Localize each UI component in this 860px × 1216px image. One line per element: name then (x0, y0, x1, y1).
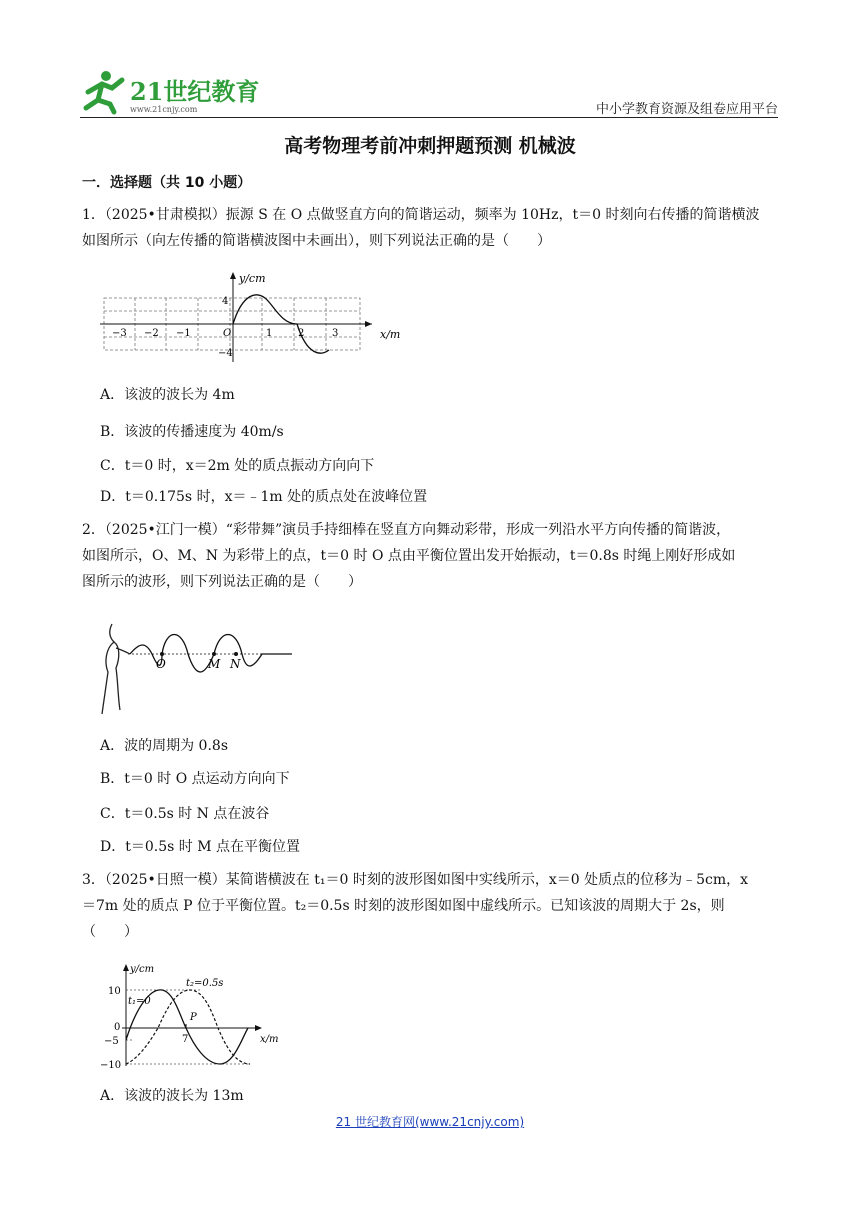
option-2b: B．t＝0 时 O 点运动方向向下 (100, 771, 290, 787)
x-tick: 1 (266, 328, 273, 339)
y-tick: −5 (104, 1036, 119, 1047)
option-3a: A．该波的波长为 13m (100, 1088, 244, 1104)
logo-text: 21世纪教育 (130, 77, 260, 106)
x-tick: −1 (176, 328, 191, 339)
x-tick: 7 (182, 1034, 189, 1045)
question-1-figure (100, 268, 410, 366)
option-1b: B．该波的传播速度为 40m/s (100, 424, 284, 440)
axis-ylabel: y/cm (239, 272, 266, 285)
question-1-stem: 1．（2025•甘肃模拟）振源 S 在 O 点做竖直方向的简谐运动，频率为 10Hz，t＝0 时刻向右传播的简谐横波 如图所示（向左传播的简谐横波图中未画出），则下列说法正确的是（ ） (82, 207, 760, 249)
y-tick: 10 (108, 986, 121, 997)
label-p: P (190, 1012, 197, 1023)
point-label-o: O (156, 657, 166, 671)
footer-link[interactable]: 21 世纪教育网(www.21cnjy.com) (335, 1115, 525, 1129)
option-1d: D．t＝0.175s 时，x＝﹣1m 处的质点处在波峰位置 (100, 489, 428, 505)
x-tick: 2 (298, 328, 305, 339)
option-2d: D．t＝0.5s 时 M 点在平衡位置 (100, 839, 300, 855)
point-label-n: N (230, 657, 241, 671)
x-tick: O (223, 328, 232, 339)
label-t2: t₂=0.5s (186, 978, 224, 989)
label-t1: t₁=0 (128, 996, 151, 1007)
option-1a: A．该波的波长为 4m (100, 387, 235, 403)
section-heading: 一．选择题（共 10 小题） (82, 175, 252, 191)
option-2c: C．t＝0.5s 时 N 点在波谷 (100, 806, 270, 822)
platform-name: 中小学教育资源及组卷应用平台 (595, 102, 778, 117)
dancer-figure (102, 624, 130, 714)
site-logo (80, 66, 260, 116)
runner-icon (86, 71, 122, 112)
logo-url: www.21cnjy.com (130, 105, 198, 114)
y-tick: 4 (222, 296, 229, 307)
question-2-figure (96, 618, 296, 718)
x-tick: −3 (112, 328, 127, 339)
axis-ylabel: y/cm (130, 964, 155, 975)
x-tick: −2 (144, 328, 159, 339)
option-2a: A．波的周期为 0.8s (100, 738, 229, 754)
header-divider (80, 117, 778, 118)
question-2-stem: 2．（2025•江门一模）“彩带舞”演员手持细棒在竖直方向舞动彩带，形成一列沿水平方向传播的简谐波， 如图所示，O、M、N 为彩带上的点，t＝0 时 O 点由平衡位置出发开始振动，t＝0.8s 时绳上刚好形成如 图所示的波形，则下列说法正确的是（ ） (82, 522, 736, 590)
axis-xlabel: x/m (260, 1034, 279, 1045)
y-tick: −10 (100, 1060, 122, 1071)
axis-xlabel: x/m (380, 328, 401, 341)
y-tick: 0 (114, 1022, 121, 1033)
y-tick: −4 (218, 348, 233, 359)
point-label-m: M (208, 657, 221, 671)
x-tick: 3 (332, 328, 339, 339)
question-3-figure (100, 958, 290, 1076)
option-1c: C．t＝0 时，x＝2m 处的质点振动方向向下 (100, 458, 375, 474)
page-title: 高考物理考前冲刺押题预测 机械波 (284, 135, 576, 157)
question-3-stem: 3．（2025•日照一模）某简谐横波在 t₁＝0 时刻的波形图如图中实线所示，x＝0 处质点的位移为﹣5cm，x ＝7m 处的质点 P 位于平衡位置。t₂＝0.5s 时刻的波形图如图中虚线所示。已知该波的周期大于 2s，则 （ ） (82, 872, 749, 940)
